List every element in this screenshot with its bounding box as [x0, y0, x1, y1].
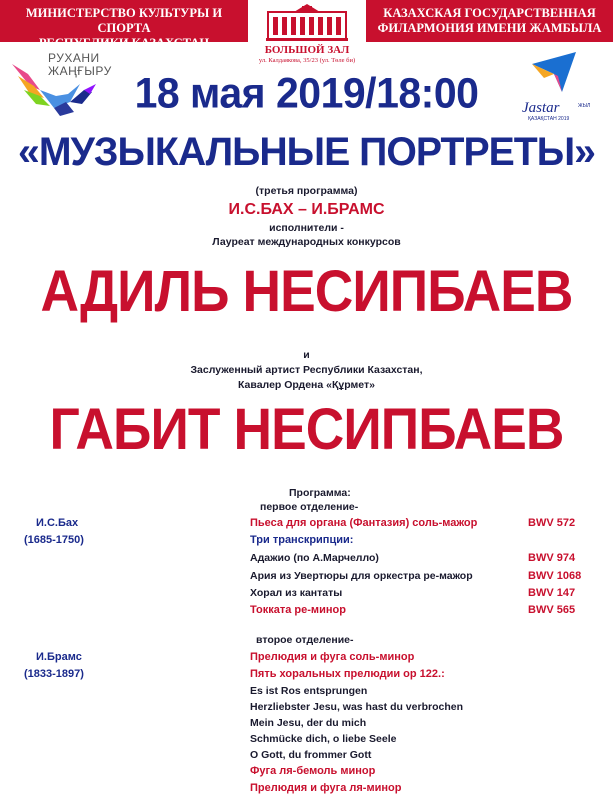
p2-item: Schmücke dich, o liebe Seele: [250, 733, 397, 745]
p2-item: Прелюдия и фуга соль-минор: [250, 651, 415, 663]
jastar-logo-text: Jastar: [522, 100, 560, 116]
part1-label: первое отделение-: [260, 501, 359, 513]
event-datetime: 18 мая 2019/18:00: [134, 68, 479, 118]
brahms-name: И.Брамс: [36, 651, 82, 663]
p1-item: Ария из Увертюры для оркестра ре-мажор: [250, 570, 473, 582]
p1-item: Пьеса для органа (Фантазия) соль-мажор: [250, 517, 478, 529]
hall-address: ул. Калдаякова, 35/23 (ул. Төле би): [258, 57, 356, 64]
p2-item: O Gott, du frommer Gott: [250, 749, 372, 761]
p2-item: Пять хоральных прелюдии ор 122.:: [250, 668, 445, 680]
performer1-name: АДИЛЬ НЕСИПБАЕВ: [40, 259, 573, 324]
p2-item: Mein Jesu, der du mich: [250, 717, 367, 729]
p1-bwv: BWV 565: [528, 604, 576, 616]
honored-artist-label: Заслуженный артист Республики Казахстан,: [190, 364, 423, 376]
jastar-subtitle: ҚАЗАҚСТАН 2019: [528, 116, 570, 122]
order-label: Кавалер Ордена «Құрмет»: [238, 379, 375, 391]
program-heading: Программа:: [289, 487, 351, 499]
p2-item: Es ist Ros entsprungen: [250, 685, 368, 697]
p1-bwv: BWV 974: [528, 552, 576, 564]
p2-item: Фуга ля-бемоль минор: [250, 765, 376, 777]
philharmonic-line2: ФИЛАРМОНИЯ ИМЕНИ ЖАМБЫЛА: [377, 21, 602, 35]
event-title: «МУЗЫКАЛЬНЫЕ ПОРТРЕТЫ»: [17, 130, 595, 174]
p1-item: Три транскрипции:: [250, 534, 354, 546]
performers-label: исполнители -: [269, 222, 344, 234]
p2-item: Прелюдия и фуга ля-минор: [250, 782, 402, 794]
p2-item: Herzliebster Jesu, was hast du verbrochen: [250, 701, 463, 713]
p1-item: Хорал из кантаты: [250, 587, 343, 599]
and-label: и: [303, 349, 310, 361]
p1-bwv: BWV 147: [528, 587, 576, 599]
philharmonic-line1: КАЗАХСКАЯ ГОСУДАРСТВЕННАЯ: [383, 6, 596, 20]
part2-label: второе отделение-: [256, 634, 354, 646]
rukhani-line2: ЖАҢҒЫРУ: [48, 64, 112, 78]
header-philharmonic: [366, 0, 613, 42]
p1-bwv: BWV 1068: [528, 570, 582, 582]
p1-bwv: BWV 572: [528, 517, 576, 529]
bach-years: (1685-1750): [24, 534, 84, 546]
bach-name: И.С.Бах: [36, 517, 79, 529]
philharmonic-building-icon: [264, 2, 350, 44]
brahms-years: (1833-1897): [24, 668, 84, 680]
p1-item: Токката ре-минор: [250, 604, 346, 616]
ministry-line2: РЕСПУБЛИКИ КАЗАХСТАН: [38, 36, 210, 50]
performer2-name: ГАБИТ НЕСИПБАЕВ: [49, 397, 564, 462]
p1-item: Адажио (по А.Марчелло): [250, 552, 379, 564]
header-ministry: [0, 0, 248, 50]
ministry-line1: МИНИСТЕРСТВО КУЛЬТУРЫ И СПОРТА: [25, 6, 223, 35]
rukhani-line1: РУХАНИ: [48, 51, 100, 65]
hall-name: БОЛЬШОЙ ЗАЛ: [264, 44, 350, 56]
laureate-label: Лауреат международных конкурсов: [212, 236, 401, 248]
jastar-year: ЖЫЛ: [578, 103, 591, 109]
program-note: (третья программа): [255, 185, 358, 197]
composers: И.С.БАХ – И.БРАМС: [228, 201, 385, 218]
